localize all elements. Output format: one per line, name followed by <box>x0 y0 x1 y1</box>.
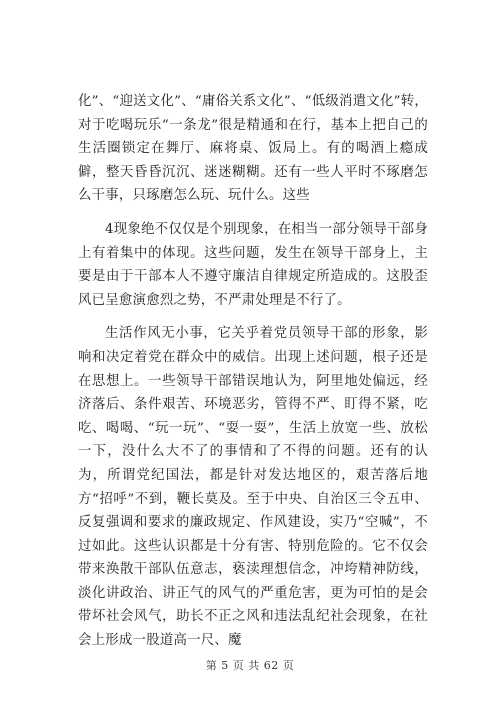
paragraph-gap <box>78 208 428 218</box>
paragraph-gap <box>78 312 428 322</box>
paragraph-1: 化”、“迎送文化”、“庸俗关系文化”、“低级消遣文化”转，对于吃喝玩乐“一条龙”很是精通和在行，基本上把自己的生活圈锁定在舞厅、麻将桌、饭局上。有的喝酒上瘾成僻，整天昏昏沉沉、迷迷糊糊。还有一些人平时不琢磨怎么干事，只琢磨怎么玩、玩什么。这些 <box>78 94 428 204</box>
paragraph-2: 4现象绝不仅仅是个别现象，在相当一部分领导干部身上有着集中的体现。这些问题，发生在领导干部身上，主要是由于干部本人不遵守廉洁自律规定所造成的。这股歪风已呈愈演愈烈之势，不严肃处理是不行了。 <box>78 221 428 308</box>
paragraph-3: 生活作风无小事，它关乎着党员领导干部的形象，影响和决定着党在群众中的威信。出现上述问题，根子还是在思想上。一些领导干部错误地认为，阿里地处偏远，经济落后、条件艰苦、环境恶劣，管得不严、盯得不紧，吃吃、喝喝、“玩一玩”、“耍一耍”，生活上放宽一些、放松一下，没什么大不了的事情和了不得的问题。还有的认为，所谓党纪国法，都是针对发达地区的，艰苦落后地方“招呼”不到，鞭长莫及。至于中央、自治区三令五申、反复强调和要求的廉政规定、作风建设，实乃“空喊”，不过如此。这些认识都是十分有害、特别危险的。它不仅会带来涣散干部队伍意志，亵渎理想信念，冲垮精神防线，淡化讲政治、讲正气的风气的严重危害，更为可怕的是会带坏社会风气，助长不正之风和违法乱纪社会现象，在社会上形成一股道高一尺、魔 <box>78 326 428 649</box>
page-number-footer: 第 5 页 共 62 页 <box>205 659 295 672</box>
document-body <box>78 90 428 653</box>
